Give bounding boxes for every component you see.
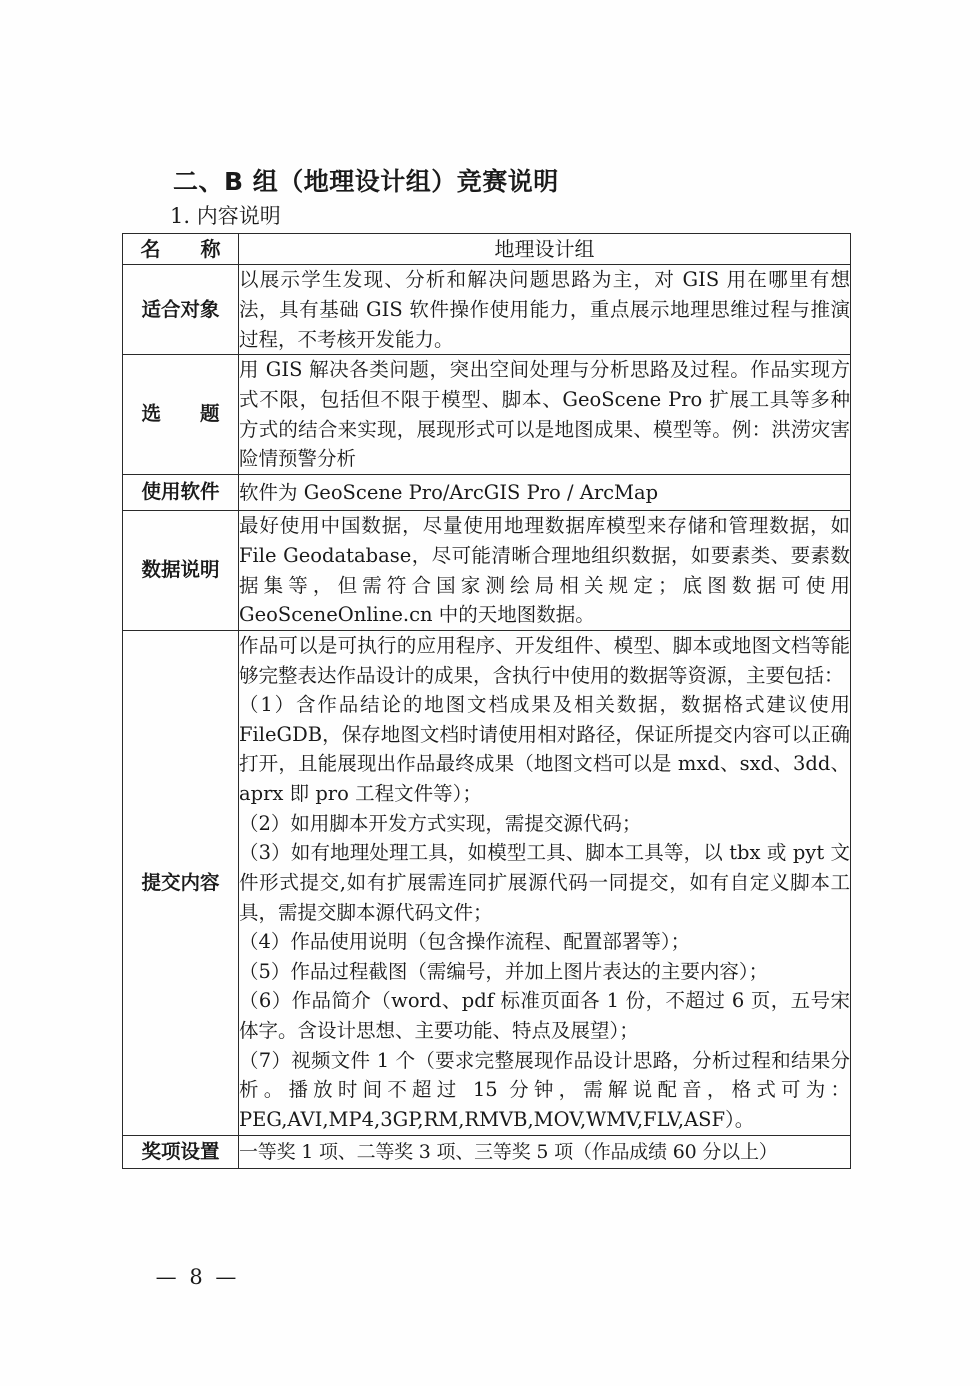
table-row bbox=[123, 474, 851, 511]
submission-paragraph: （7）视频文件 1 个（要求完整展现作品设计思路，分析过程和结果分析。播放时间不超过 15 分钟，需解说配音，格式可为：PEG,AVI,MP4,3GP,RM,RMVB,MOV,WMV,FLV,ASF）。 bbox=[239, 1048, 850, 1131]
submission-paragraph: （3）如有地理处理工具，如模型工具、脚本工具等，以 tbx 或 pyt 文件形式提交,如有扩展需连同扩展源代码一同提交，如有自定义脚本工具，需提交脚本源代码文件； bbox=[239, 841, 850, 924]
row-value-software: 软件为 GeoScene Pro/ArcGIS Pro / ArcMap bbox=[239, 474, 851, 511]
row-label-topic: 选 题 bbox=[123, 355, 239, 475]
submission-paragraph: （6）作品简介（word、pdf 标准页面各 1 份，不超过 6 页，五号宋体字。含设计思想、主要功能、特点及展望）； bbox=[239, 989, 850, 1043]
competition-spec-table bbox=[122, 233, 851, 1169]
row-value-submission-content bbox=[239, 630, 851, 1135]
row-value-awards: 一等奖 1 项、二等奖 3 项、三等奖 5 项（作品成绩 60 分以上） bbox=[239, 1135, 851, 1169]
page-number-footer: — 8 — bbox=[155, 1265, 240, 1289]
row-value-target-audience: 以展示学生发现、分析和解决问题思路为主，对 GIS 用在哪里有想法，具有基础 GIS 软件操作使用能力，重点展示地理思维过程与推演过程，不考核开发能力。 bbox=[239, 265, 851, 355]
row-label-target-audience: 适合对象 bbox=[123, 265, 239, 355]
row-label-awards: 奖项设置 bbox=[123, 1135, 239, 1169]
column-header-name: 名 称 bbox=[123, 234, 239, 265]
table-row bbox=[123, 265, 851, 355]
submission-paragraph-list bbox=[239, 631, 850, 1135]
row-label-data-description: 数据说明 bbox=[123, 511, 239, 631]
submission-paragraph: 作品可以是可执行的应用程序、开发组件、模型、脚本或地图文档等能够完整表达作品设计的成果，含执行中使用的数据等资源，主要包括： bbox=[239, 633, 850, 687]
submission-paragraph: （4）作品使用说明（包含操作流程、配置部署等）； bbox=[239, 930, 691, 954]
table-row bbox=[123, 630, 851, 1135]
table-header-row bbox=[123, 234, 851, 265]
row-value-data-description: 最好使用中国数据，尽量使用地理数据库模型来存储和管理数据，如 File Geodatabase，尽可能清晰合理地组织数据，如要素类、要素数据集等，但需符合国家测绘局相关规定；底图数据可使用 GeoSceneOnline.cn 中的天地图数据。 bbox=[239, 511, 851, 631]
table-row bbox=[123, 355, 851, 475]
row-label-submission-content: 提交内容 bbox=[123, 630, 239, 1135]
row-value-topic: 用 GIS 解决各类问题，突出空间处理与分析思路及过程。作品实现方式不限，包括但不限于模型、脚本、GeoScene Pro 扩展工具等多种方式的结合来实现，展现形式可以是地图成果、模型等。例：洪涝灾害险情预警分析 bbox=[239, 355, 851, 475]
submission-paragraph: （2）如用脚本开发方式实现，需提交源代码； bbox=[239, 811, 642, 835]
table-row bbox=[123, 1135, 851, 1169]
column-header-value: 地理设计组 bbox=[239, 234, 851, 265]
table-row bbox=[123, 511, 851, 631]
page-title: 二、B 组（地理设计组）竞赛说明 bbox=[173, 167, 559, 196]
subsection-title: 1. 内容说明 bbox=[170, 204, 281, 228]
row-label-software: 使用软件 bbox=[123, 474, 239, 511]
submission-paragraph: （5）作品过程截图（需编号，并加上图片表达的主要内容）； bbox=[239, 959, 769, 983]
submission-paragraph: （1）含作品结论的地图文档成果及相关数据，数据格式建议使用 FileGDB，保存地图文档时请使用相对路径，保证所提交内容可以正确打开，且能展现出作品最终成果（地图文档可以是 mxd、sxd、3dd、aprx 即 pro 工程文件等）； bbox=[239, 693, 850, 806]
